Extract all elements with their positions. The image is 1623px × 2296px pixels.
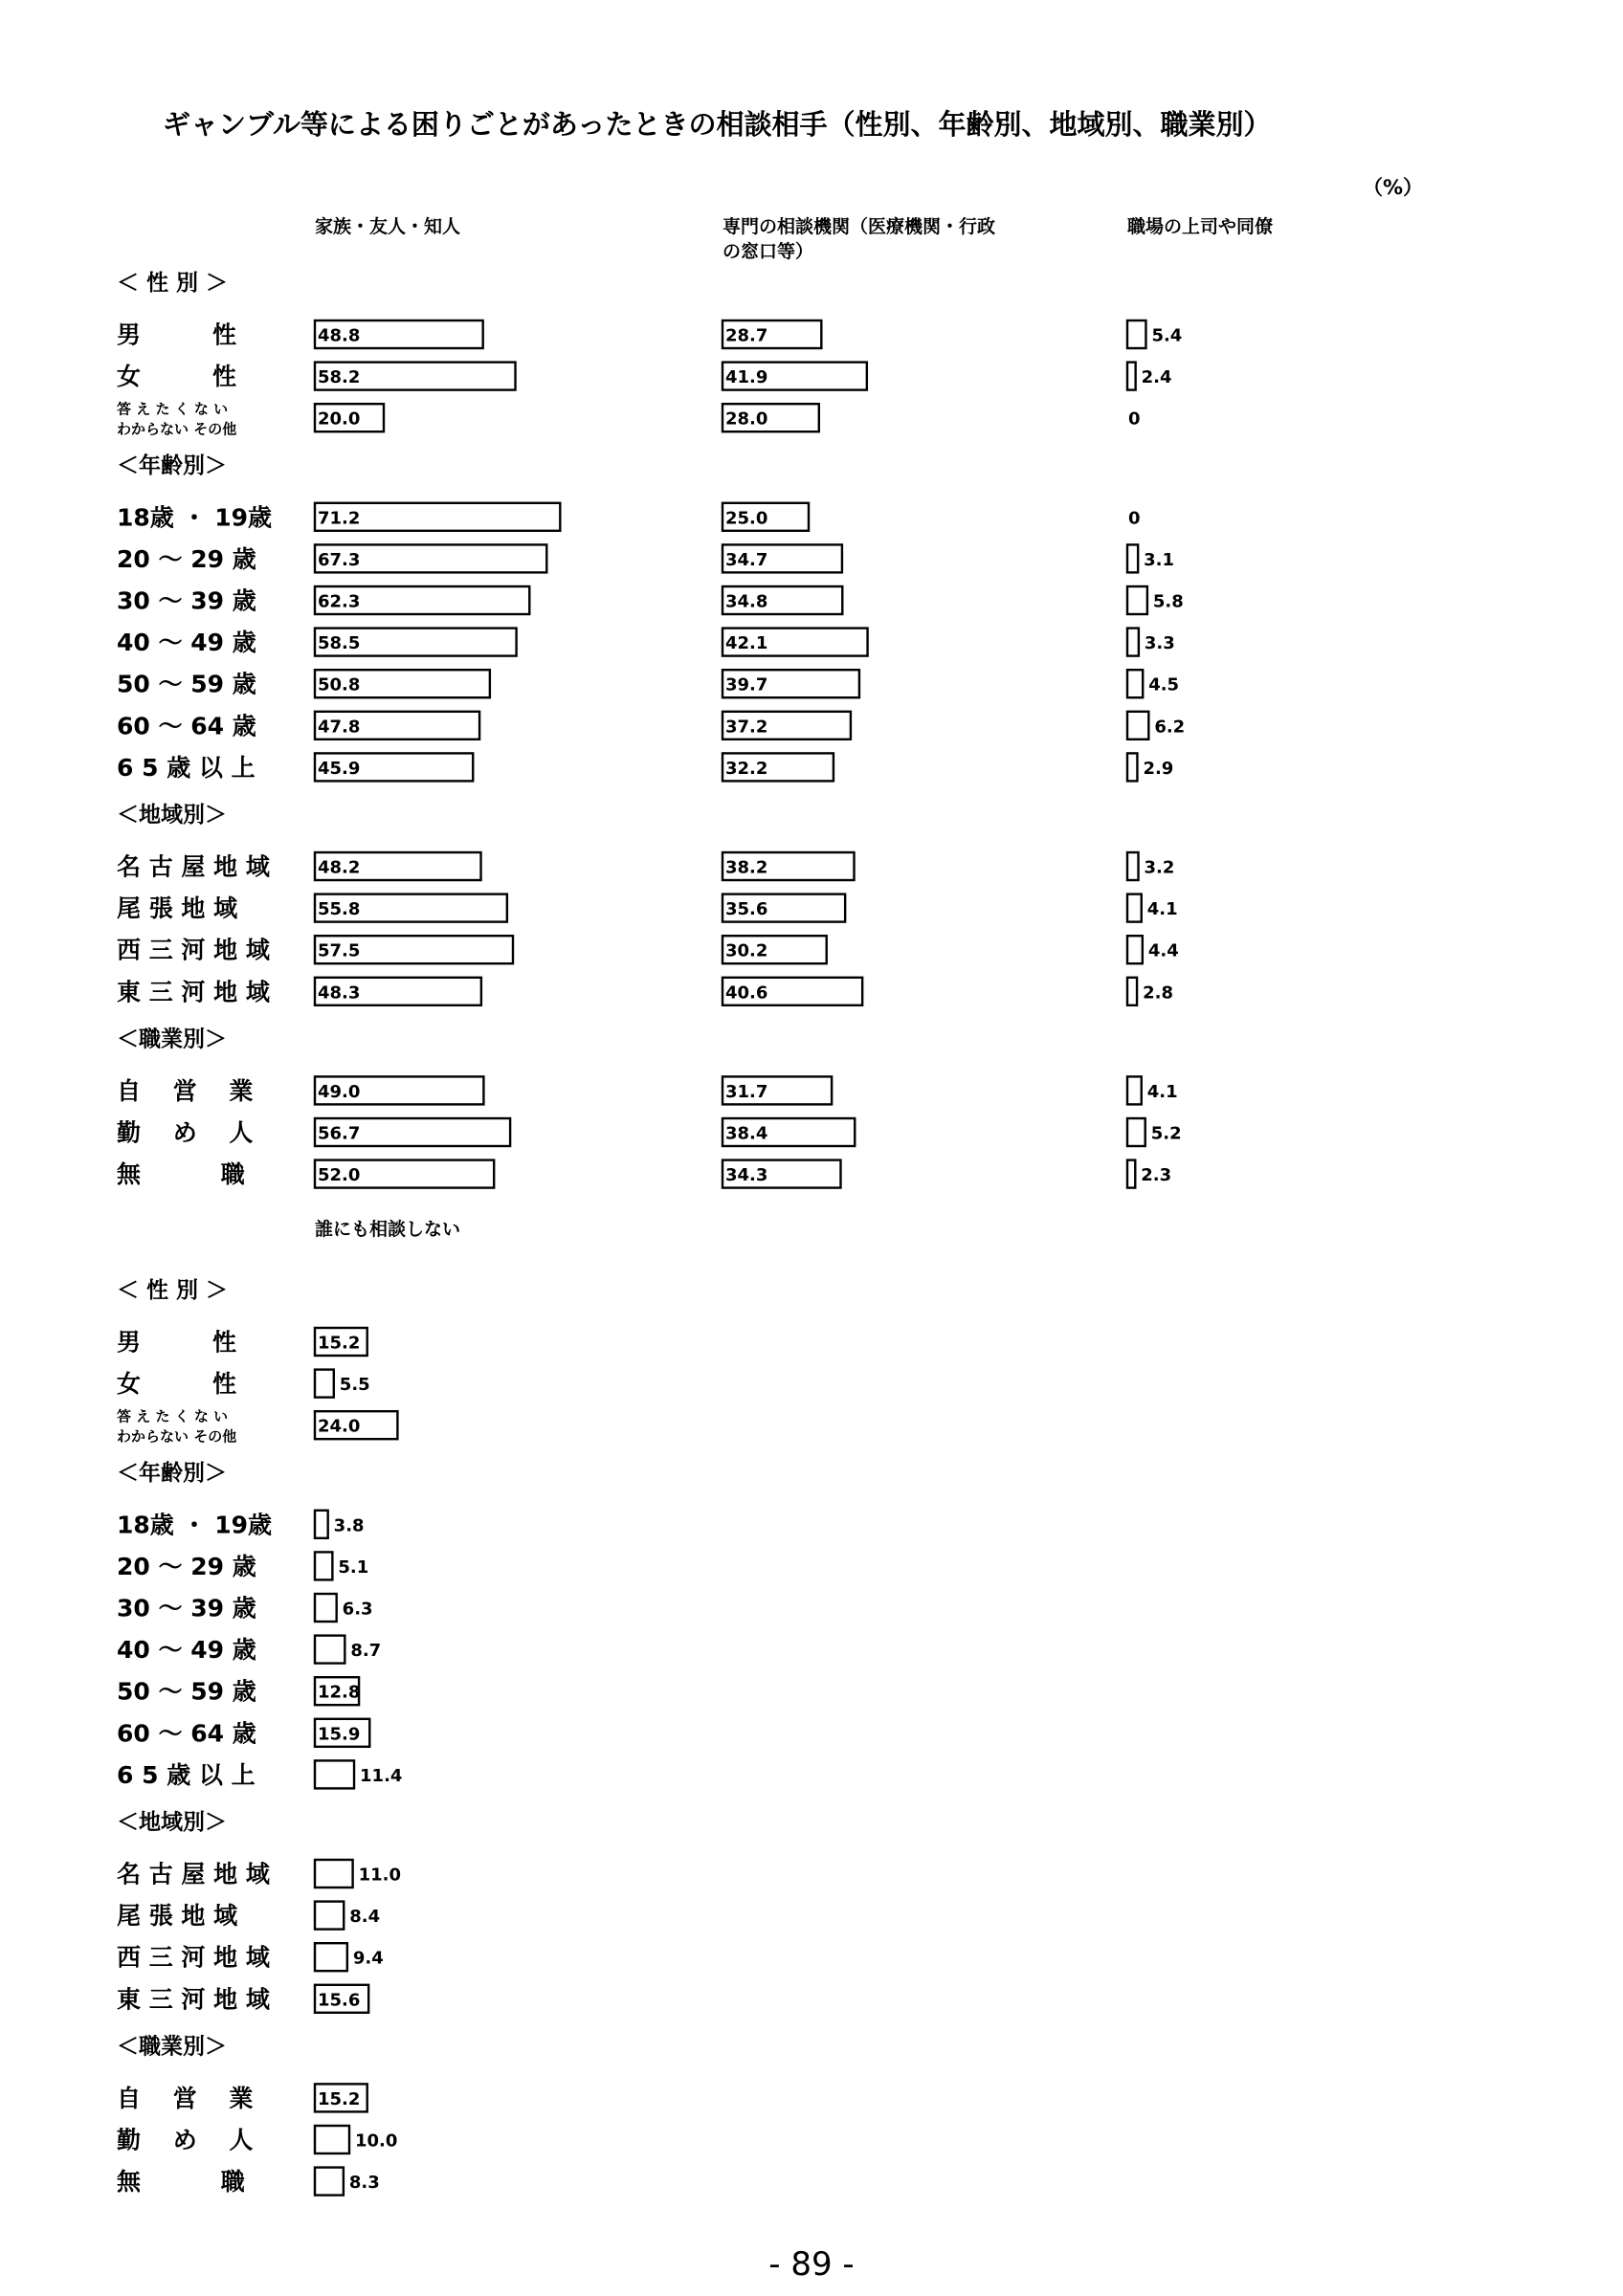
value-label-p1-s2-r8: 6.2 <box>1154 717 1186 738</box>
value-label-p1-s1-r7: 39.7 <box>725 674 768 695</box>
value-label-p1-s1-r13: 40.6 <box>725 982 768 1004</box>
row-label-p1-2: わからない その他 <box>117 420 237 438</box>
value-label-p2-s0-r8: 15.9 <box>318 1724 361 1745</box>
row-label-p2-10: 名 古 屋 地 域 <box>117 1860 270 1888</box>
row-label-p2-5: 30 ～ 39 歳 <box>117 1594 256 1623</box>
value-label-p2-s0-r7: 12.8 <box>318 1682 361 1703</box>
row-label-p1-13: 東 三 河 地 域 <box>117 978 270 1006</box>
value-label-p1-s0-r15: 56.7 <box>318 1123 361 1144</box>
value-label-p1-s2-r1: 2.4 <box>1141 367 1172 388</box>
value-label-p1-s0-r4: 67.3 <box>318 549 361 570</box>
chart-title: ギャンブル等による困りごとがあったときの相談相手（性別、年齢別、地域別、職業別） <box>163 108 1272 141</box>
value-label-p1-s0-r13: 48.3 <box>318 982 361 1004</box>
value-label-p1-s2-r13: 2.8 <box>1143 982 1173 1004</box>
row-label-p2-13: 東 三 河 地 域 <box>117 1985 270 2014</box>
value-label-p1-s2-r5: 5.8 <box>1152 591 1184 612</box>
row-label-p1-7: 50 ～ 59 歳 <box>117 670 256 698</box>
value-label-p2-s0-r1: 5.5 <box>339 1375 370 1396</box>
unit-label: （%） <box>1362 176 1423 199</box>
bar-p1-s2-r4 <box>1127 544 1138 572</box>
value-label-p2-s0-r6: 8.7 <box>350 1641 382 1662</box>
bar-p1-s2-r16 <box>1127 1160 1135 1188</box>
group-label-p1-2: ＜地域別＞ <box>117 803 227 828</box>
value-label-p1-s2-r16: 2.3 <box>1141 1165 1172 1186</box>
value-label-p1-s0-r9: 45.9 <box>318 758 361 779</box>
value-label-p1-s1-r2: 28.0 <box>725 408 768 430</box>
value-label-p1-s0-r7: 50.8 <box>318 674 361 695</box>
value-label-p1-s1-r12: 30.2 <box>725 940 768 961</box>
value-label-p1-s2-r15: 5.2 <box>1150 1123 1182 1144</box>
bar-p2-s0-r6 <box>315 1636 345 1664</box>
bar-p1-s2-r12 <box>1127 936 1143 963</box>
value-label-p1-s1-r8: 37.2 <box>725 717 768 738</box>
bar-p1-s2-r11 <box>1127 894 1142 922</box>
value-label-p1-s2-r0: 5.4 <box>1151 325 1183 346</box>
value-label-p1-s2-r4: 3.1 <box>1144 549 1175 570</box>
value-label-p2-s0-r14: 15.2 <box>318 2088 361 2109</box>
bar-p2-s0-r3 <box>315 1511 328 1538</box>
value-label-p1-s1-r3: 25.0 <box>725 508 768 529</box>
value-label-p1-s1-r1: 41.9 <box>725 367 768 388</box>
value-label-p1-s0-r6: 58.5 <box>318 633 361 654</box>
bar-p1-s2-r5 <box>1127 586 1147 614</box>
value-label-p2-s0-r16: 8.3 <box>348 2173 380 2194</box>
value-label-p2-s0-r12: 9.4 <box>352 1948 384 1969</box>
value-label-p1-s0-r2: 20.0 <box>318 408 361 430</box>
row-label-p1-0: 男 性 <box>117 320 237 349</box>
row-label-p1-2: 答 え た く な い <box>117 400 229 418</box>
row-label-p2-7: 50 ～ 59 歳 <box>117 1677 256 1706</box>
row-label-p1-3: 18歳 ・ 19歳 <box>117 503 272 532</box>
group-label-p2-1: ＜年齢別＞ <box>117 1460 227 1486</box>
value-label-p2-s0-r3: 3.8 <box>333 1515 365 1536</box>
group-label-p1-0: ＜ 性 別 ＞ <box>117 271 229 296</box>
bar-p2-s0-r4 <box>315 1552 332 1579</box>
value-label-p1-s1-r11: 35.6 <box>725 899 768 920</box>
value-label-p1-s1-r15: 38.4 <box>725 1123 768 1144</box>
row-label-p1-5: 30 ～ 39 歳 <box>117 586 256 615</box>
value-label-p2-s0-r15: 10.0 <box>355 2130 398 2152</box>
row-label-p2-14: 自 営 業 <box>117 2084 254 2112</box>
value-label-p1-s0-r1: 58.2 <box>318 367 361 388</box>
row-label-p1-16: 無 職 <box>117 1160 245 1189</box>
value-label-p1-s2-r12: 4.4 <box>1147 940 1179 961</box>
row-label-p2-2: 答 え た く な い <box>117 1407 229 1425</box>
value-label-p2-s0-r2: 24.0 <box>318 1416 361 1437</box>
bar-p1-s2-r9 <box>1127 753 1137 781</box>
value-label-p2-s0-r10: 11.0 <box>358 1865 402 1886</box>
bar-p1-s2-r13 <box>1127 978 1137 1005</box>
bar-p1-s2-r8 <box>1127 712 1148 740</box>
row-label-p2-3: 18歳 ・ 19歳 <box>117 1511 272 1539</box>
bar-p2-s0-r10 <box>315 1860 353 1888</box>
group-label-p1-3: ＜職業別＞ <box>117 1027 227 1052</box>
group-label-p2-0: ＜ 性 別 ＞ <box>117 1278 229 1303</box>
value-label-p2-s0-r13: 15.6 <box>318 1990 361 2011</box>
value-label-p2-s0-r4: 5.1 <box>338 1556 369 1578</box>
value-label-p1-s2-r6: 3.3 <box>1144 633 1175 654</box>
bar-p2-s0-r5 <box>315 1594 337 1622</box>
series-header-p1-1: の窓口等） <box>723 241 814 262</box>
value-label-p2-s0-r11: 8.4 <box>349 1907 381 1928</box>
value-label-p1-s2-r11: 4.1 <box>1146 899 1178 920</box>
series-header-p1-2: 職場の上司や同僚 <box>1127 216 1274 237</box>
value-label-p1-s0-r12: 57.5 <box>318 940 361 961</box>
bar-p1-s2-r1 <box>1127 363 1136 390</box>
value-label-p1-s1-r16: 34.3 <box>725 1165 768 1186</box>
series-header-p1-0: 家族・友人・知人 <box>315 216 461 237</box>
value-label-p2-s0-r5: 6.3 <box>342 1599 373 1620</box>
value-label-p1-s2-r7: 4.5 <box>1148 674 1180 695</box>
row-label-p2-8: 60 ～ 64 歳 <box>117 1719 256 1748</box>
row-label-p1-11: 尾 張 地 域 <box>117 894 238 923</box>
row-label-p2-1: 女 性 <box>117 1370 237 1399</box>
row-label-p1-4: 20 ～ 29 歳 <box>117 544 256 573</box>
bar-p2-s0-r11 <box>315 1902 344 1930</box>
series-header-p1-1: 専門の相談機関（医療機関・行政 <box>723 216 996 237</box>
value-label-p1-s0-r10: 48.2 <box>318 857 361 878</box>
row-label-p2-9: 6 5 歳 以 上 <box>117 1760 256 1789</box>
value-label-p2-s0-r9: 11.4 <box>360 1765 403 1786</box>
row-label-p2-11: 尾 張 地 域 <box>117 1902 238 1931</box>
row-label-p2-15: 勤 め 人 <box>117 2126 254 2154</box>
panel-upper <box>117 215 1274 1188</box>
value-label-p1-s1-r0: 28.7 <box>725 325 768 346</box>
value-label-p1-s1-r14: 31.7 <box>725 1081 768 1102</box>
bar-p1-s2-r14 <box>1127 1076 1142 1104</box>
group-label-p1-1: ＜年齢別＞ <box>117 453 227 478</box>
row-label-p2-6: 40 ～ 49 歳 <box>117 1636 256 1665</box>
bar-p2-s0-r1 <box>315 1370 334 1398</box>
page-number: - 89 - <box>768 2245 855 2284</box>
bar-p1-s2-r10 <box>1127 852 1139 880</box>
bar-p2-s0-r12 <box>315 1943 347 1971</box>
value-label-p1-s2-r10: 3.2 <box>1144 857 1175 878</box>
value-label-p1-s2-r9: 2.9 <box>1143 758 1174 779</box>
bar-p2-s0-r16 <box>315 2168 344 2196</box>
row-label-p2-2: わからない その他 <box>117 1427 237 1446</box>
row-label-p2-12: 西 三 河 地 域 <box>117 1943 270 1972</box>
value-label-p1-s1-r9: 32.2 <box>725 758 768 779</box>
row-label-p1-14: 自 営 業 <box>117 1076 254 1105</box>
value-label-p1-s0-r8: 47.8 <box>318 717 361 738</box>
row-label-p1-9: 6 5 歳 以 上 <box>117 753 256 782</box>
bar-p1-s2-r0 <box>1127 320 1145 348</box>
value-label-p1-s0-r14: 49.0 <box>318 1081 361 1102</box>
row-label-p1-15: 勤 め 人 <box>117 1118 254 1147</box>
value-label-p1-s0-r16: 52.0 <box>318 1165 361 1186</box>
row-label-p2-16: 無 職 <box>117 2168 245 2197</box>
value-label-p1-s0-r11: 55.8 <box>318 899 361 920</box>
group-label-p2-2: ＜地域別＞ <box>117 1810 227 1835</box>
row-label-p1-12: 西 三 河 地 域 <box>117 936 270 964</box>
bar-p1-s2-r7 <box>1127 670 1143 697</box>
bar-p2-s0-r15 <box>315 2126 349 2153</box>
value-label-p1-s2-r2: 0 <box>1128 408 1141 430</box>
value-label-p1-s1-r5: 34.8 <box>725 591 768 612</box>
value-label-p1-s2-r14: 4.1 <box>1146 1081 1178 1102</box>
value-label-p2-s0-r0: 15.2 <box>318 1333 361 1354</box>
value-label-p1-s1-r10: 38.2 <box>725 857 768 878</box>
series-header-p2-0: 誰にも相談しない <box>315 1219 461 1240</box>
row-label-p2-0: 男 性 <box>117 1328 237 1357</box>
row-label-p1-6: 40 ～ 49 歳 <box>117 629 256 657</box>
bar-p1-s2-r6 <box>1127 629 1139 656</box>
value-label-p1-s0-r5: 62.3 <box>318 591 361 612</box>
bar-p1-s2-r15 <box>1127 1118 1145 1146</box>
value-label-p1-s1-r4: 34.7 <box>725 549 768 570</box>
row-label-p1-10: 名 古 屋 地 域 <box>117 852 270 881</box>
value-label-p1-s1-r6: 42.1 <box>725 633 768 654</box>
row-label-p1-1: 女 性 <box>117 363 237 391</box>
value-label-p1-s2-r3: 0 <box>1128 508 1141 529</box>
panel-lower <box>117 1218 460 2196</box>
value-label-p1-s0-r3: 71.2 <box>318 508 361 529</box>
bar-p2-s0-r9 <box>315 1760 354 1788</box>
row-label-p2-4: 20 ～ 29 歳 <box>117 1552 256 1580</box>
value-label-p1-s0-r0: 48.8 <box>318 325 361 346</box>
row-label-p1-8: 60 ～ 64 歳 <box>117 712 256 740</box>
group-label-p2-3: ＜職業別＞ <box>117 2034 227 2060</box>
